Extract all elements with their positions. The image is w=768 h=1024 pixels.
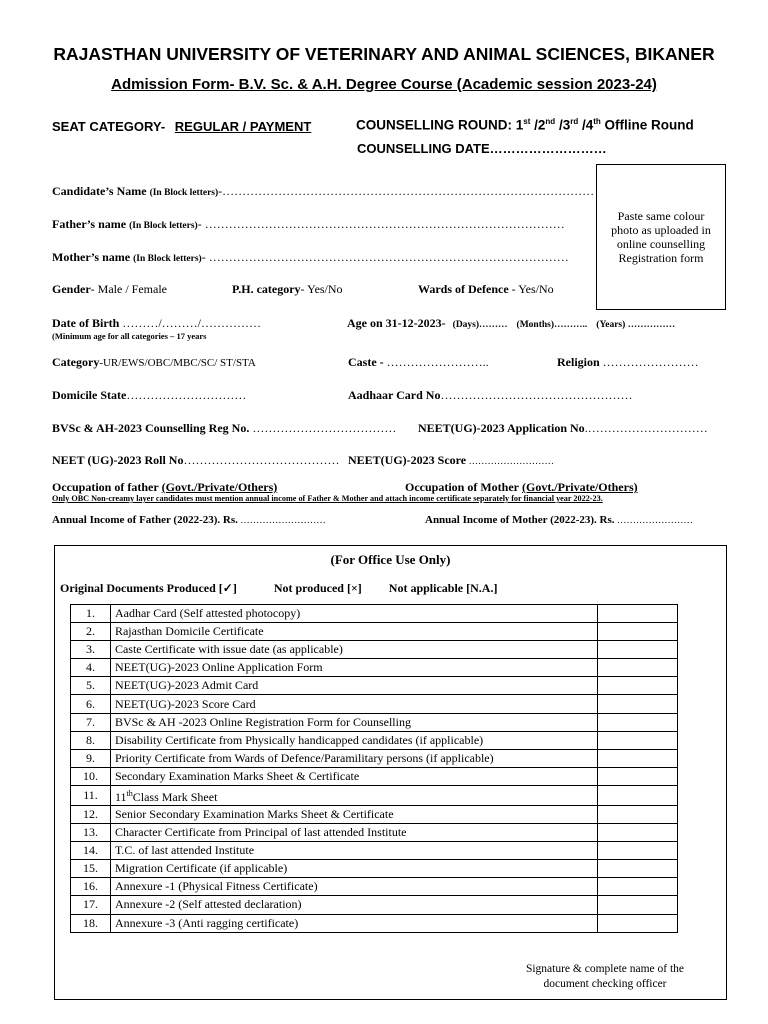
wards-of-defence-options: - Yes/No bbox=[508, 282, 554, 296]
document-status-cell[interactable] bbox=[598, 605, 678, 623]
counselling-reg-dots: ……………………………… bbox=[249, 421, 397, 435]
document-status-cell[interactable] bbox=[598, 896, 678, 914]
legend-not-applicable: Not applicable [N.A.] bbox=[388, 581, 498, 595]
seat-category-label: SEAT CATEGORY- bbox=[52, 119, 166, 134]
document-status-cell[interactable] bbox=[598, 731, 678, 749]
document-name: Priority Certificate from Wards of Defence/Paramilitary persons (if applicable) bbox=[110, 749, 597, 767]
gender-options: - Male / Female bbox=[90, 282, 167, 296]
table-row bbox=[71, 878, 678, 896]
table-row bbox=[71, 749, 678, 767]
document-number: 16. bbox=[71, 878, 111, 896]
document-name: NEET(UG)-2023 Admit Card bbox=[110, 677, 597, 695]
income-father-field[interactable] bbox=[52, 514, 326, 526]
counselling-date: COUNSELLING DATE……………………… bbox=[357, 141, 607, 156]
document-name-rest: Class Mark Sheet bbox=[132, 789, 218, 804]
age-months: (Months)……….. bbox=[516, 320, 588, 330]
neet-application-dots: .………………………… bbox=[584, 421, 708, 435]
occupation-mother-label: Occupation of Mother bbox=[405, 480, 519, 494]
caste-dots: …………………….. bbox=[383, 355, 489, 369]
document-number: 3. bbox=[71, 641, 111, 659]
university-title: RAJASTHAN UNIVERSITY OF VETERINARY AND ANIMAL SCIENCES, BIKANER bbox=[53, 44, 715, 64]
income-mother-dots: …………………… bbox=[614, 516, 693, 526]
document-name: Character Certificate from Principal of last attended Institute bbox=[110, 824, 597, 842]
dob-dots: ………/………/…………… bbox=[119, 316, 261, 330]
signature-line-2: document checking officer bbox=[543, 978, 667, 990]
caste-label: Caste - bbox=[348, 355, 384, 369]
document-status-cell[interactable] bbox=[598, 623, 678, 641]
document-status-cell[interactable] bbox=[598, 860, 678, 878]
document-name: Aadhar Card (Self attested photocopy) bbox=[110, 605, 597, 623]
document-status-cell[interactable] bbox=[598, 914, 678, 932]
aadhaar-dots: ………………………………………… bbox=[440, 388, 633, 402]
neet-application-label: NEET(UG)-2023 Application No bbox=[418, 421, 585, 435]
document-status-cell[interactable] bbox=[598, 842, 678, 860]
income-father-label: Annual Income of Father (2022-23). Rs. bbox=[52, 514, 238, 526]
round-1: 1 bbox=[515, 117, 524, 133]
category-label: Category bbox=[52, 355, 100, 369]
domicile-label: Domicile State bbox=[52, 388, 127, 402]
document-number: 10. bbox=[71, 767, 111, 785]
mother-name-label: Mother’s name bbox=[52, 250, 131, 264]
religion-field[interactable] bbox=[557, 355, 699, 370]
table-row bbox=[71, 695, 678, 713]
round-suffix: Offline Round bbox=[600, 117, 694, 133]
income-mother-label: Annual Income of Mother (2022-23). Rs. bbox=[425, 514, 615, 526]
age-years: (Years) …………… bbox=[596, 320, 676, 330]
table-row bbox=[71, 914, 678, 932]
neet-roll-field[interactable] bbox=[52, 453, 339, 468]
round-2: /2 bbox=[530, 117, 546, 133]
table-row bbox=[71, 641, 678, 659]
document-status-cell[interactable] bbox=[598, 641, 678, 659]
occupation-mother-field[interactable] bbox=[405, 480, 638, 495]
income-father-dots: ……………………… bbox=[237, 516, 326, 526]
document-number: 11. bbox=[71, 785, 111, 805]
round-2-sup: nd bbox=[545, 117, 556, 126]
neet-score-dots: ……………………… bbox=[466, 457, 554, 467]
document-number: 9. bbox=[71, 749, 111, 767]
table-row bbox=[71, 860, 678, 878]
candidate-name-label: Candidate’s Name bbox=[52, 184, 147, 198]
document-number: 18. bbox=[71, 914, 111, 932]
father-name-label: Father’s name bbox=[52, 217, 127, 231]
document-number: 12. bbox=[71, 805, 111, 823]
seat-category bbox=[52, 119, 311, 134]
counselling-round-label: COUNSELLING ROUND: bbox=[356, 117, 512, 133]
document-number: 14. bbox=[71, 842, 111, 860]
check-icon: ✓ bbox=[222, 581, 233, 595]
mother-name-hint: (In Block letters) bbox=[133, 254, 202, 264]
neet-application-field[interactable] bbox=[418, 421, 708, 436]
table-row bbox=[71, 677, 678, 695]
documents-table bbox=[70, 604, 678, 933]
legend-produced: Original Documents Produced [ bbox=[60, 581, 223, 595]
table-row bbox=[71, 805, 678, 823]
document-name: T.C. of last attended Institute bbox=[110, 842, 597, 860]
document-name: BVSc & AH -2023 Online Registration Form for Counselling bbox=[110, 713, 597, 731]
father-name-dots: - ……………………………………………………………………………… bbox=[197, 217, 565, 231]
document-status-cell[interactable] bbox=[598, 659, 678, 677]
gender-label: Gender bbox=[52, 282, 91, 296]
document-name-sup: th bbox=[126, 788, 133, 798]
document-number: 13. bbox=[71, 824, 111, 842]
document-status-cell[interactable] bbox=[598, 695, 678, 713]
document-status-cell[interactable] bbox=[598, 805, 678, 823]
document-name: Rajasthan Domicile Certificate bbox=[110, 623, 597, 641]
age-field[interactable] bbox=[347, 316, 675, 331]
office-use-title: (For Office Use Only) bbox=[330, 552, 451, 567]
document-status-cell[interactable] bbox=[598, 749, 678, 767]
document-status-cell[interactable] bbox=[598, 713, 678, 731]
document-name: Secondary Examination Marks Sheet & Certificate bbox=[110, 767, 597, 785]
document-status-cell[interactable] bbox=[598, 677, 678, 695]
domicile-field[interactable] bbox=[52, 388, 246, 403]
dob-label: Date of Birth bbox=[52, 316, 120, 330]
document-name: Annexure -3 (Anti ragging certificate) bbox=[110, 914, 597, 932]
neet-roll-label: NEET (UG)-2023 Roll No bbox=[52, 453, 184, 467]
document-name-prefix: 11 bbox=[114, 789, 127, 804]
document-name: Caste Certificate with issue date (as applicable) bbox=[110, 641, 597, 659]
round-4-sup: th bbox=[593, 117, 601, 126]
document-number: 2. bbox=[71, 623, 111, 641]
table-row bbox=[71, 623, 678, 641]
occupation-mother-options: (Govt./Private/Others) bbox=[521, 480, 638, 494]
photo-box[interactable] bbox=[596, 164, 726, 310]
document-number: 15. bbox=[71, 860, 111, 878]
form-title: Admission Form- B.V. Sc. & A.H. Degree Course (Academic session 2023-24) bbox=[111, 76, 657, 93]
neet-score-label: NEET(UG)-2023 Score bbox=[348, 453, 467, 467]
counselling-reg-label: BVSc & AH-2023 Counselling Reg No. bbox=[52, 421, 250, 435]
round-3: /3 bbox=[555, 117, 571, 133]
father-name-field[interactable] bbox=[52, 217, 565, 232]
document-name: NEET(UG)-2023 Online Application Form bbox=[110, 659, 597, 677]
caste-field[interactable] bbox=[348, 355, 489, 370]
counselling-reg-field[interactable] bbox=[52, 421, 396, 436]
religion-dots: …………………… bbox=[599, 355, 699, 369]
document-status-cell[interactable] bbox=[598, 824, 678, 842]
age-days: (Days)……… bbox=[452, 320, 508, 330]
documents-legend bbox=[60, 581, 497, 596]
domicile-dots: ………………………… bbox=[126, 388, 247, 402]
document-status-cell[interactable] bbox=[598, 785, 678, 805]
signature-block bbox=[490, 962, 720, 992]
document-name: Senior Secondary Examination Marks Sheet & Certificate bbox=[110, 805, 597, 823]
table-row bbox=[71, 659, 678, 677]
dob-field[interactable] bbox=[52, 316, 261, 331]
candidate-name-hint: (In Block letters) bbox=[149, 188, 219, 198]
document-number: 5. bbox=[71, 677, 111, 695]
occupation-father-label: Occupation of father bbox=[52, 480, 159, 494]
aadhaar-field[interactable] bbox=[348, 388, 632, 403]
document-name: Disability Certificate from Physically handicapped candidates (if applicable) bbox=[110, 731, 597, 749]
table-row bbox=[71, 731, 678, 749]
document-number: 1. bbox=[71, 605, 111, 623]
occupation-father-field[interactable] bbox=[52, 480, 277, 495]
round-1-sup: st bbox=[523, 117, 531, 126]
ph-category-label: P.H. category bbox=[232, 282, 301, 296]
counselling-round bbox=[356, 117, 694, 133]
document-name: Annexure -2 (Self attested declaration) bbox=[110, 896, 597, 914]
mother-name-field[interactable] bbox=[52, 250, 569, 265]
candidate-name-field[interactable] bbox=[52, 184, 594, 199]
photo-instruction: Paste same colour photo as uploaded in online counselling Registration form bbox=[611, 209, 711, 265]
document-name: Migration Certificate (if applicable) bbox=[110, 860, 597, 878]
table-row bbox=[71, 767, 678, 785]
table-row bbox=[71, 842, 678, 860]
document-number: 4. bbox=[71, 659, 111, 677]
table-row bbox=[71, 824, 678, 842]
category-options: -UR/EWS/OBC/MBC/SC/ ST/STA bbox=[99, 357, 256, 369]
religion-label: Religion bbox=[557, 355, 600, 369]
income-mother-field[interactable] bbox=[425, 514, 693, 526]
document-status-cell[interactable] bbox=[598, 767, 678, 785]
document-number: 6. bbox=[71, 695, 111, 713]
neet-score-field[interactable] bbox=[348, 453, 554, 468]
document-number: 17. bbox=[71, 896, 111, 914]
round-3-sup: rd bbox=[570, 117, 579, 126]
wards-of-defence-field[interactable] bbox=[418, 282, 554, 297]
document-name: NEET(UG)-2023 Score Card bbox=[110, 695, 597, 713]
document-number: 8. bbox=[71, 731, 111, 749]
candidate-name-dots: -………………………………………………………………………………… bbox=[218, 184, 595, 198]
table-row bbox=[71, 605, 678, 623]
table-row bbox=[71, 896, 678, 914]
document-status-cell[interactable] bbox=[598, 878, 678, 896]
round-4: /4 bbox=[578, 117, 594, 133]
document-name bbox=[110, 785, 597, 805]
neet-roll-dots: ………………………………… bbox=[183, 453, 340, 467]
table-row bbox=[71, 785, 678, 805]
occupation-father-options: (Govt./Private/Others) bbox=[161, 480, 278, 494]
table-row bbox=[71, 713, 678, 731]
father-name-hint: (In Block letters) bbox=[129, 221, 198, 231]
obc-note: Only OBC Non-creamy layer candidates must mention annual income of Father & Mother and attach income certificate separately for financial year 2022-23. bbox=[52, 494, 603, 503]
document-number: 7. bbox=[71, 713, 111, 731]
aadhaar-label: Aadhaar Card No bbox=[348, 388, 441, 402]
dob-note: (Minimum age for all categories – 17 years bbox=[52, 331, 207, 341]
age-label: Age on 31-12-2023- bbox=[347, 316, 446, 330]
seat-category-value: REGULAR / PAYMENT bbox=[174, 119, 312, 134]
legend-produced-close: ] bbox=[232, 581, 237, 595]
document-name: Annexure -1 (Physical Fitness Certificate) bbox=[110, 878, 597, 896]
mother-name-dots: - ……………………………………………………………………………… bbox=[201, 250, 569, 264]
ph-category-options: - Yes/No bbox=[300, 282, 343, 296]
category-field[interactable] bbox=[52, 355, 256, 370]
signature-line-1: Signature & complete name of the bbox=[525, 963, 685, 975]
gender-field[interactable] bbox=[52, 282, 167, 297]
ph-category-field[interactable] bbox=[232, 282, 343, 297]
legend-not-produced: Not produced [×] bbox=[273, 581, 362, 595]
wards-of-defence-label: Wards of Defence bbox=[418, 282, 509, 296]
